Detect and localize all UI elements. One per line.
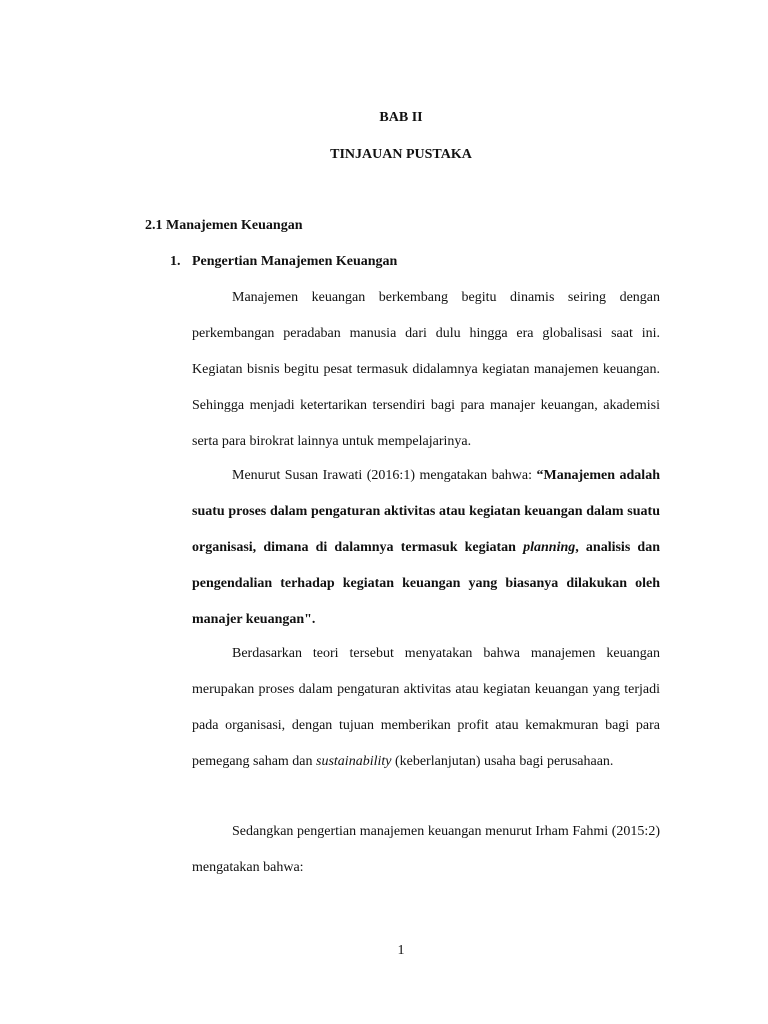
subsection-title: Pengertian Manajemen Keuangan: [192, 254, 398, 269]
paragraph-3-end: (keberlanjutan) usaha bagi perusahaan.: [391, 754, 614, 769]
paragraph-3-italic: sustainability: [316, 754, 392, 769]
section-heading: 2.1 Manajemen Keuangan: [145, 218, 303, 233]
subsection-number: 1.: [170, 254, 181, 269]
paragraph-2: [192, 458, 660, 638]
paragraph-2-quote-end: , analisis dan pengendalian terhadap kegiatan keuangan yang biasanya dilakukan oleh manajer keuangan".: [192, 540, 660, 627]
paragraph-3-start: Berdasarkan teori tersebut menyatakan bahwa manajemen keuangan merupakan proses dalam pengaturan aktivitas atau kegiatan keuangan yang terjadi pada organisasi, dengan tujuan memberikan profit atau kemakmuran bagi para pemegang saham dan: [192, 646, 660, 769]
paragraph-1: Manajemen keuangan berkembang begitu dinamis seiring dengan perkembangan peradaban manusia dari dulu hingga era globalisasi saat ini. Kegiatan bisnis begitu pesat termasuk didalamnya kegiatan manajemen keuangan. Sehingga menjadi ketertarikan tersendiri bagi para manajer keuangan, akademisi serta para birokrat lainnya untuk mempelajarinya.: [192, 290, 660, 449]
paragraph-4: Sedangkan pengertian manajemen keuangan menurut Irham Fahmi (2015:2) mengatakan bahwa:: [192, 824, 660, 875]
paragraph-3: [192, 636, 660, 780]
page-number: 1: [397, 943, 405, 958]
chapter-title: TINJAUAN PUSTAKA: [330, 147, 472, 162]
paragraph-2-quote-start: “Manajemen adalah suatu proses dalam pengaturan aktivitas atau kegiatan keuangan dalam suatu organisasi, dimana di dalamnya termasuk kegiatan: [192, 468, 660, 555]
subsection-heading: [170, 254, 397, 270]
paragraph-2-quote-italic: planning: [523, 540, 576, 555]
paragraph-2-intro: Menurut Susan Irawati (2016:1) mengatakan bahwa:: [232, 468, 537, 483]
chapter-number: BAB II: [379, 110, 423, 125]
